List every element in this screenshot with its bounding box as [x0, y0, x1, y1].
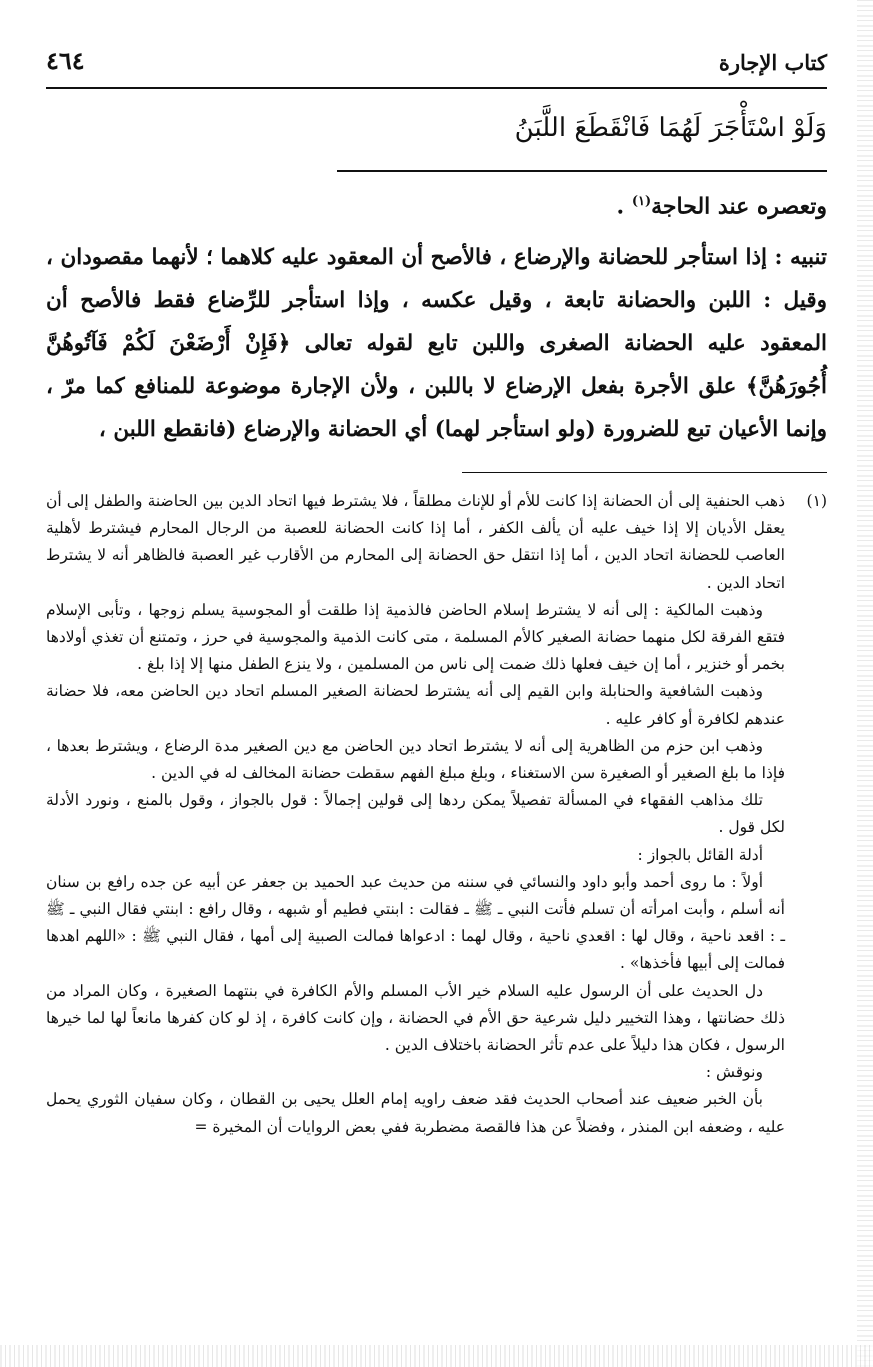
footnote-paragraph: تلك مذاهب الفقهاء في المسألة تفصيلاً يمكن ردها إلى قولين إجمالاً : قول بالجواز ، وقول بالمنع ، ونورد الأدلة لكل قول . [46, 791, 785, 837]
footnote-paragraph: ذهب الحنفية إلى أن الحضانة إذا كانت للأم أو للإناث مطلقاً ، فلا يشترط فيها اتحاد الدين بين الحاضنة والطفل إلى أن يعقل الأديان إلا إذا خيف عليه أن يألف الكفر ، أما إذا كانت الحضانة للعصبة من الرجال المحارم فيشترط لأهلية العاصب للحضانة اتحاد الدين ، أما إذا انتقل حق الحضانة إلى المحارم من الأقارب غير العصبة فالظاهر أنه لا يشترط اتحاد الدين . [46, 492, 785, 592]
footnote-paragraph: وذهبت المالكية : إلى أنه لا يشترط إسلام الحاضن فالذمية إذا طلقت أو المجوسية يسلم زوجها ، وتأبى الإسلام فتقع الفرقة لكل منهما حضانة الصغير كالأم المسلمة ، متى كانت الذمية والمجوسية في حرز ، وتمتنع أن تغذي أولادها بخمر أو خنزير ، أما إن خيف فعلها ذلك ضمت إلى ناس من المسلمين ، ولا ينزع الطفل منها إلا إذا بلغ . [46, 600, 785, 674]
footnote-ref[interactable]: (١) [631, 194, 652, 209]
page-number: ٤٦٤ [46, 46, 85, 75]
lead-text: وتعصره عند الحاجة [651, 193, 827, 220]
footnote-number: (١) [806, 492, 827, 510]
footnote-paragraph: وذهبت الشافعية والحنابلة وابن القيم إلى أنه يشترط لحضانة الصغير المسلم اتحاد دين الحاضن معه، فلا حضانة عندهم لكافرة أو كافر عليه . [46, 682, 785, 728]
footnote-paragraph: ونوقش : [705, 1063, 763, 1082]
footnote-rule [462, 472, 827, 473]
scan-edge-bottom [0, 1345, 873, 1367]
header-rule [46, 87, 827, 89]
commentary-text: تنبيه : إذا استأجر للحضانة والإرضاع ، فالأصح أن المعقود عليه كلاهما ؛ لأنهما مقصودان ، وقيل : اللبن والحضانة تابعة ، وقيل عكسه ، وإذا استأجر للرِّضاع فقط فالأصح أن المعقود عليه الحضانة الصغرى واللبن تابع لقوله تعالى ﴿فَإِنْ أَرْضَعْنَ لَكُمْ فَآتُوهُنَّ أُجُورَهُنَّ﴾ علق الأجرة بفعل الإرضاع لا باللبن ، ولأن الإجارة موضوعة للمنافع كما مرّ ، وإنما الأعيان تبع للضرورة (ولو استأجر لهما) أي الحضانة والإرضاع (فانقطع اللبن ، [46, 245, 827, 442]
footnote-paragraph: بأن الخبر ضعيف عند أصحاب الحديث فقد ضعف راويه إمام العلل يحيى بن القطان ، وكان سفيان الثوري يحمل عليه ، وضعفه ابن المنذر ، وفضلاً عن هذا فالقصة مضطربة ففي بعض الروايات أن المخيرة = [46, 1090, 785, 1136]
lead-line [46, 182, 827, 226]
footnote-paragraph: أدلة القائل بالجواز : [637, 845, 763, 864]
scan-edge-right [857, 0, 873, 1367]
footnote-paragraph: وذهب ابن حزم من الظاهرية إلى أنه لا يشترط اتحاد دين الحاضن مع دين الصغير مدة الرضاع ، ويشترط بعدها ، فإذا ما بلغ الصغير أو الصغيرة سن الاستغناء ، وبلغ مبلغ الفهم سقطت حضانة المخالف له في الدين . [46, 736, 785, 783]
matn-rule [337, 170, 827, 172]
footnotes [46, 488, 827, 1141]
footnote-paragraph: أولاً : ما روى أحمد وأبو داود والنسائي في سننه من حديث عبد الحميد بن جعفر عن أبيه عن جده رافع بن سنان أنه أسلم ، وأبت امرأته أن تسلم فأتت النبي ـ ﷺ ـ فقالت : ابنتي فطيم أو شبهه ، وقال رافع : ابنتي فقال النبي ـ ﷺ ـ : اقعد ناحية ، وقال لها : اقعدي ناحية ، وقال لهما : ادعواها فمالت الصبية إلى أمها ، فقال النبي ﷺ : «اللهم اهدها فمالت إلى أبيها فأخذها» . [46, 872, 785, 973]
footnote-paragraph: دل الحديث على أن الرسول عليه السلام خير الأب المسلم والأم الكافرة في بنتهما الصغيرة ، وكان المراد من ذلك حضانتها ، وهذا التخيير دليل شرعية حق الأم في الحضانة ، وإن كانت كافرة ، إذ لو كان كفرها مانعاً لها لما خيرها الرسول ، فكان هذا دليلاً على عدم تأثر الحضانة باختلاف الدين . [46, 981, 785, 1055]
matn-text: وَلَوْ اسْتَأْجَرَ لَهُمَا فَانْقَطَعَ اللَّبَنُ [514, 113, 827, 143]
lead-end: . [616, 193, 632, 220]
page-header [46, 44, 827, 84]
running-title: كتاب الإجارة [718, 50, 827, 75]
